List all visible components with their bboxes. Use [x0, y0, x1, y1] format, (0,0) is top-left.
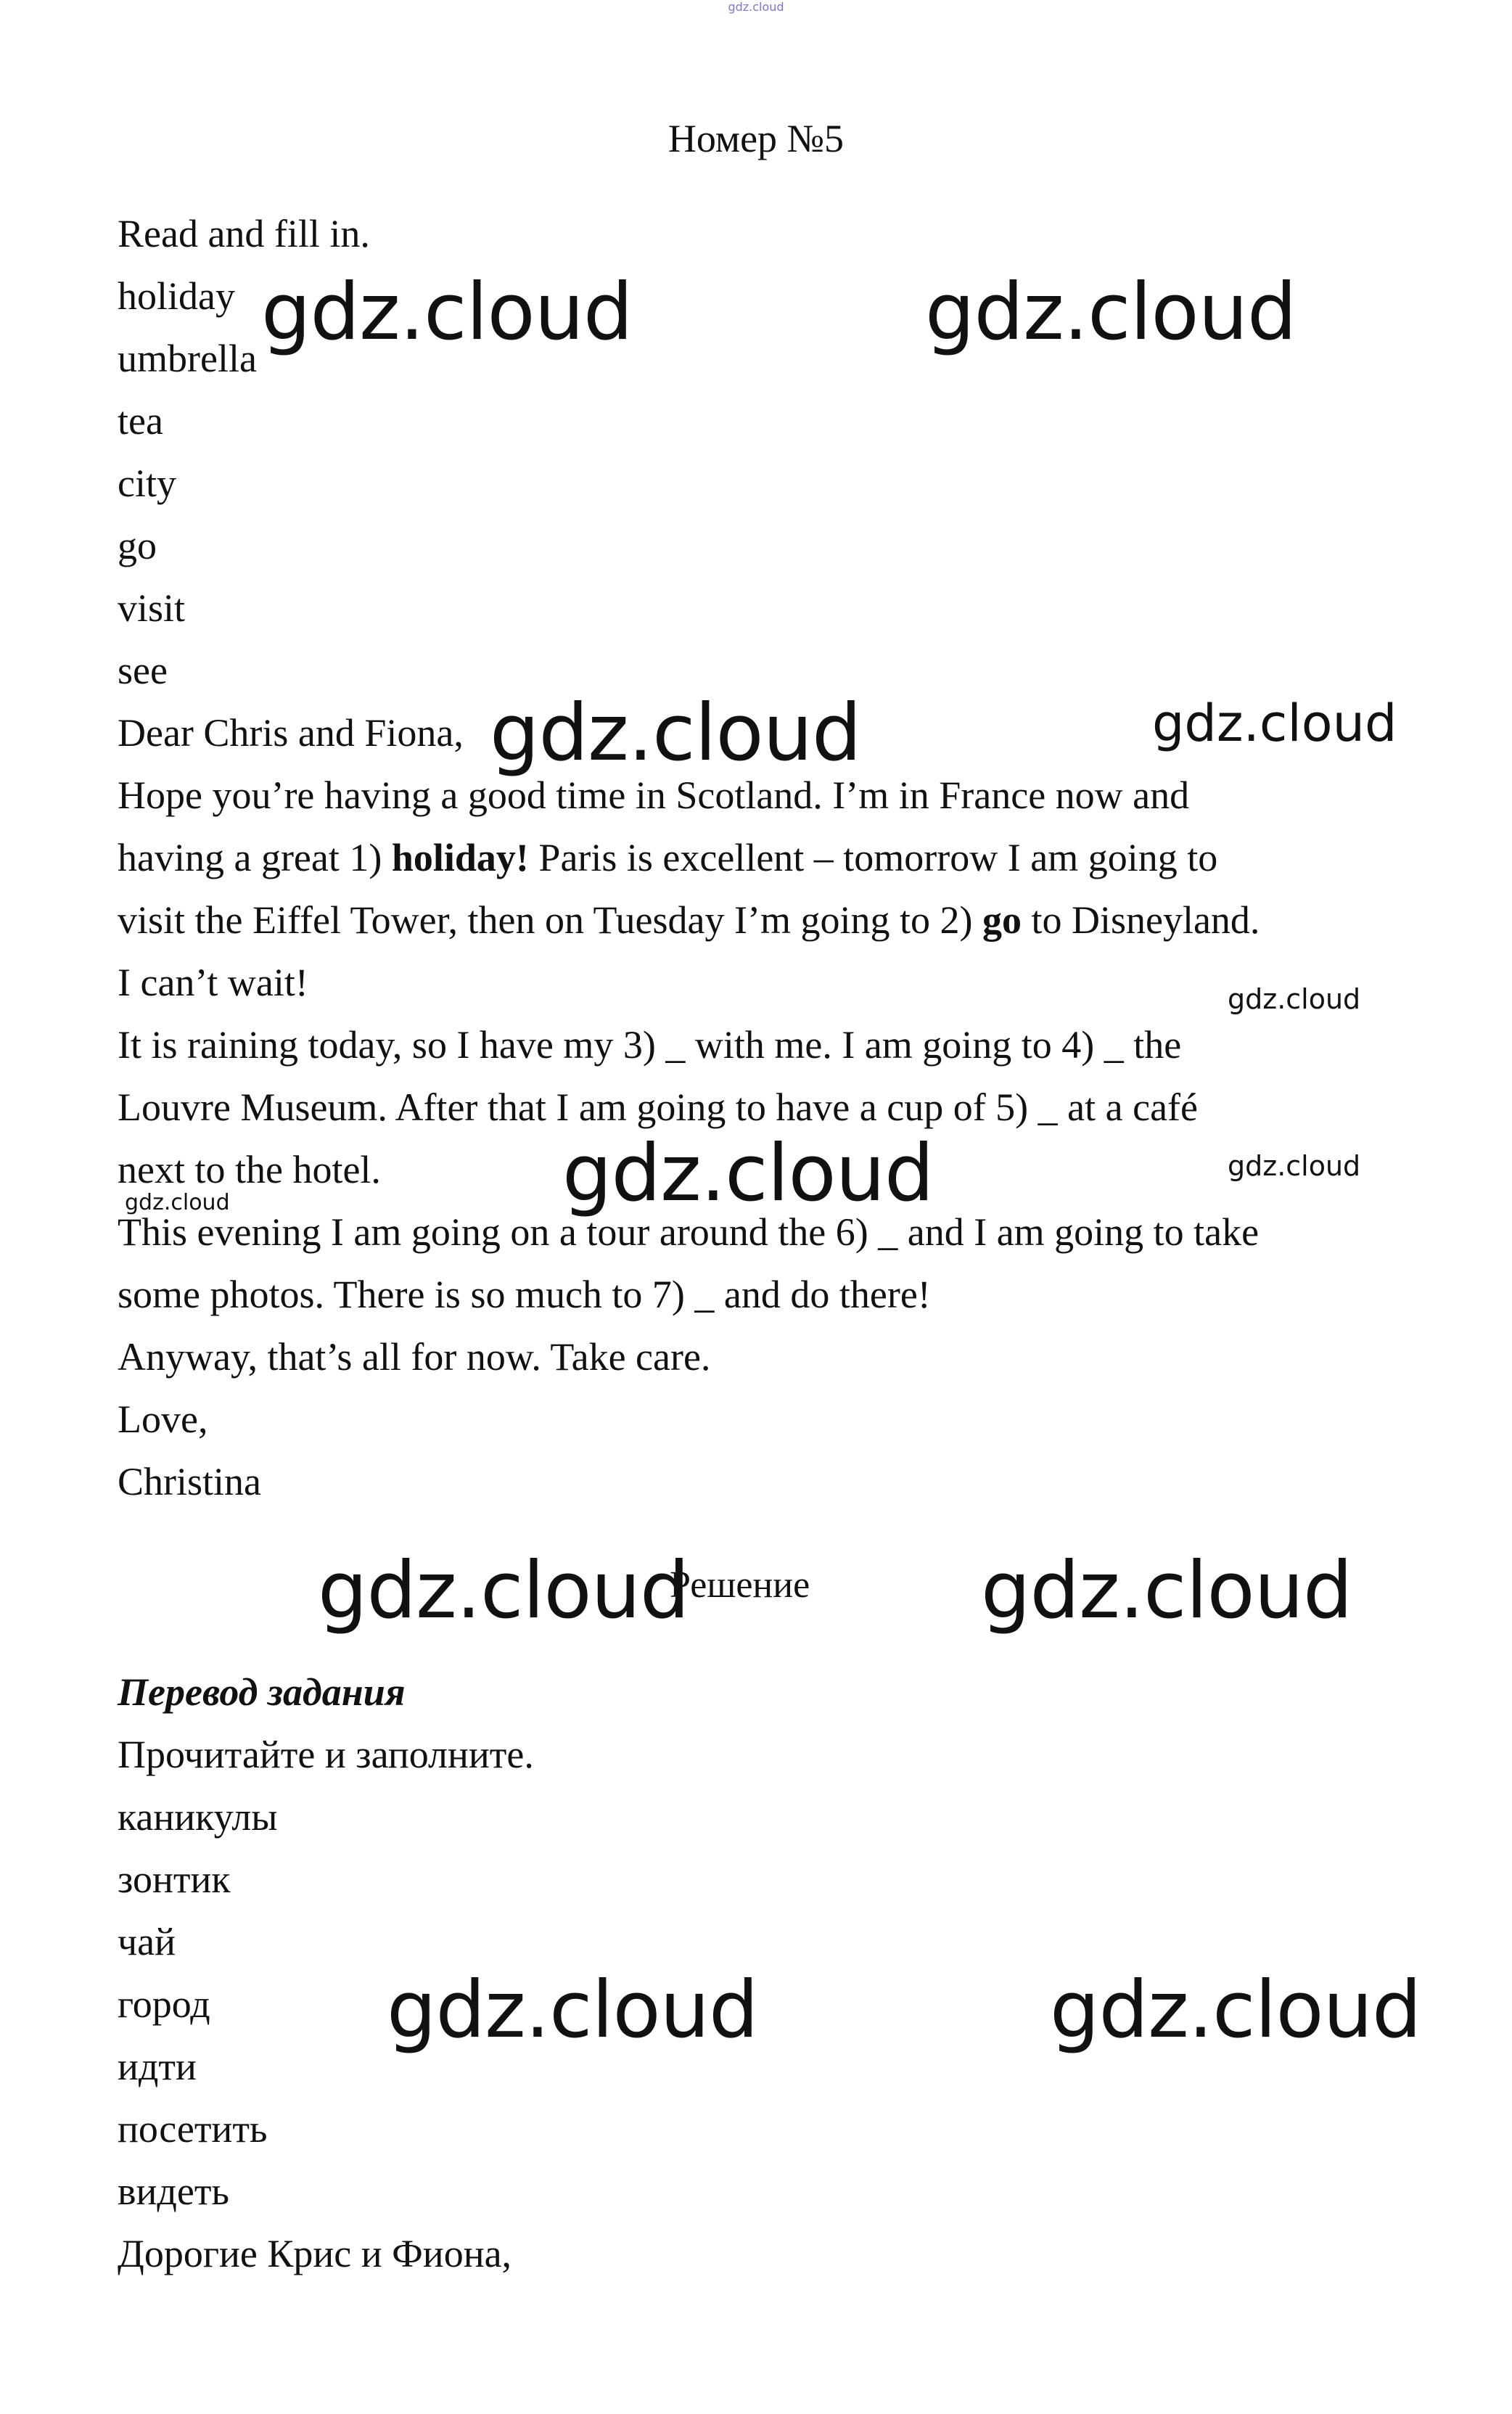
top-watermark: gdz.cloud [728, 0, 784, 14]
letter-line [118, 897, 1260, 943]
letter-line: some photos. There is so much to 7) _ and do there! [118, 1273, 931, 1316]
letter-line: This evening I am going on a tour around the 6) _ and I am going to take [118, 1210, 1260, 1254]
watermark-logo: gdz.cloud [490, 688, 861, 779]
translation-word: город [118, 1982, 210, 2026]
letter-text: visit the Eiffel Tower, then on Tuesday I’m going to 2) [118, 898, 982, 942]
word-tea: tea [118, 399, 163, 443]
letter-greeting: Dear Chris and Fiona, [118, 711, 464, 755]
word-umbrella: umbrella [118, 337, 257, 380]
page-title: Номер №5 [667, 117, 845, 160]
watermark-logo: gdz.cloud [261, 267, 633, 358]
letter-line: It is raining today, so I have my 3) _ with me. I am going to 4) _ the [118, 1023, 1182, 1067]
letter-line: Louvre Museum. After that I am going to have a cup of 5) _ at a café [118, 1085, 1198, 1129]
translation-word: чай [118, 1920, 176, 1963]
letter-text: to Disneyland. [1021, 898, 1260, 942]
translation-word: посетить [118, 2107, 268, 2151]
translation-word: видеть [118, 2169, 230, 2213]
watermark-logo: gdz.cloud [925, 267, 1297, 358]
word-go: go [118, 524, 157, 567]
watermark-logo: gdz.cloud [1228, 1150, 1361, 1182]
letter-line: I can’t wait! [118, 961, 308, 1004]
solution-label: Решение [670, 1564, 810, 1606]
watermark-logo: gdz.cloud [1228, 983, 1361, 1015]
translation-word: зонтик [118, 1857, 231, 1901]
letter-line [118, 834, 1217, 881]
letter-line: Anyway, that’s all for now. Take care. [118, 1335, 711, 1379]
watermark-logo: gdz.cloud [387, 1965, 758, 2056]
word-city: city [118, 461, 176, 505]
translation-instruction: Прочитайте и заполните. [118, 1733, 534, 1776]
letter-text: Paris is excellent – tomorrow I am going to [528, 836, 1218, 879]
translation-word: каникулы [118, 1795, 278, 1839]
translation-heading: Перевод задания [118, 1670, 406, 1714]
watermark-logo: gdz.cloud [981, 1545, 1352, 1636]
letter-line: Love, [118, 1397, 208, 1441]
answer-2: go [982, 898, 1022, 942]
watermark-logo: gdz.cloud [1050, 1965, 1421, 2056]
word-see: see [118, 649, 168, 692]
letter-text: having a great 1) [118, 836, 392, 879]
translation-word: идти [118, 2045, 197, 2088]
answer-1: holiday! [391, 836, 529, 879]
translation-greeting: Дорогие Крис и Фиона, [118, 2232, 512, 2275]
watermark-logo: gdz.cloud [125, 1190, 230, 1215]
word-holiday: holiday [118, 274, 235, 318]
watermark-logo: gdz.cloud [318, 1545, 689, 1636]
letter-line: next to the hotel. [118, 1148, 381, 1191]
watermark-logo: gdz.cloud [562, 1128, 934, 1219]
watermark-logo: gdz.cloud [1152, 694, 1397, 753]
letter-signature: Christina [118, 1460, 261, 1503]
letter-line: Hope you’re having a good time in Scotland. I’m in France now and [118, 773, 1190, 817]
word-visit: visit [118, 586, 186, 630]
task-instruction: Read and fill in. [118, 212, 370, 255]
